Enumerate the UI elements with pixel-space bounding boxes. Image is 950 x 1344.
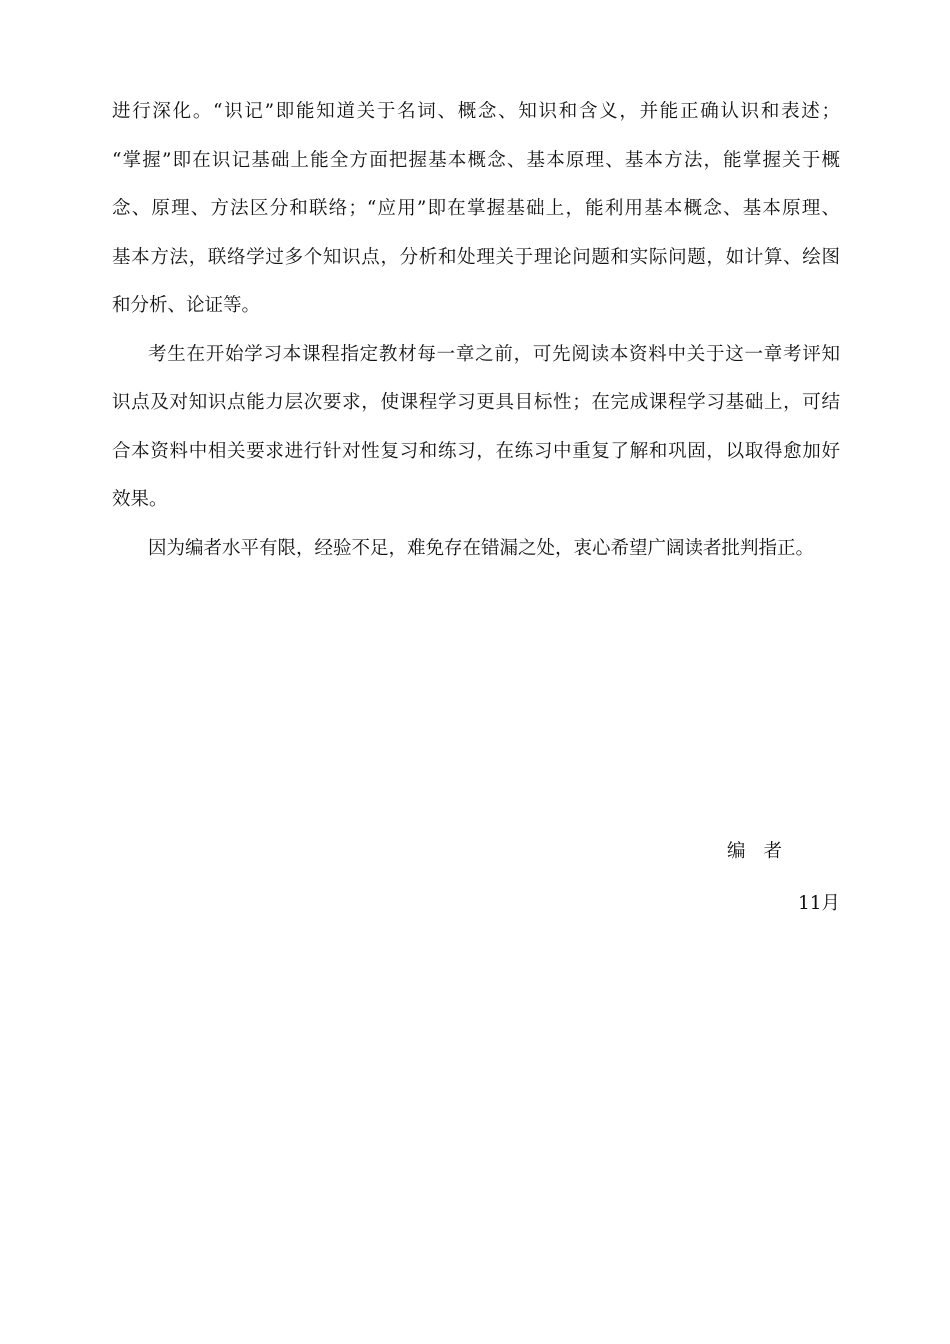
text-line: 和分析、论证等。 [112, 295, 261, 316]
text-line: 因为编者水平有限，经验不足，难免存在错漏之处，衷心希望广阔读者批判指正。 [148, 537, 815, 559]
author-signature: 编者 [726, 841, 800, 862]
text-line: 基本方法，联络学过多个知识点，分析和处理关于理论问题和实际问题，如计算、绘图 [112, 246, 840, 268]
paragraph-2 [112, 335, 840, 529]
preface-body [112, 92, 840, 577]
paragraph-1 [112, 92, 840, 335]
text-line: 念、原理、方法区分和联络；“应用”即在掌握基础上，能利用基本概念、基本原理、 [112, 198, 840, 219]
date-label: 11月 [797, 893, 840, 914]
paragraph-3 [112, 529, 840, 578]
text-line: 合本资料中相关要求进行针对性复习和练习，在练习中重复了解和巩固，以取得愈加好 [112, 440, 840, 462]
text-line: 考生在开始学习本课程指定教材每一章之前，可先阅读本资料中关于这一章考评知 [148, 343, 840, 365]
text-line: 识点及对知识点能力层次要求，使课程学习更具目标性；在完成课程学习基础上，可结 [112, 392, 840, 413]
text-line: “掌握”即在识记基础上能全方面把握基本概念、基本原理、基本方法，能掌握关于概 [112, 149, 840, 171]
text-line: 进行深化。“识记”即能知道关于名词、概念、知识和含义，并能正确认识和表述； [112, 101, 840, 122]
text-line: 效果。 [112, 489, 168, 510]
